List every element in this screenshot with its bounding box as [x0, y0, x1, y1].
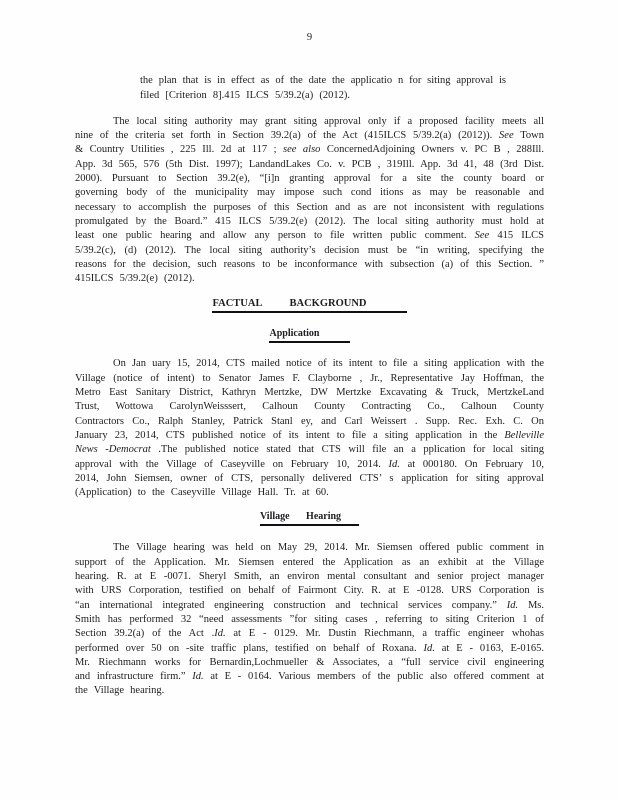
text-line: January 23, 2014, CTS published notice of its intent to file a siting application in the Belleville: [75, 429, 544, 441]
text-line: App. 3d 565, 576 (5th Dist. 1997); LandandLakes Co. v. PCB , 319Ill. App. 3d 41, 48 (3rd Dist.: [75, 158, 544, 170]
text-line: & Country Utilities , 225 Ill. 2d at 117 ; see also ConcernedAdjoining Owners v. PC B , 288Ill.: [75, 144, 544, 156]
text-line: approval with the Village of Caseyville on February 10, 2014. Id. at 000180. On February 10,: [75, 458, 544, 470]
text-line: and infrastructure firm.” Id. at E - 0164. Various members of the public also offered comment at: [75, 671, 544, 683]
text-line: Metro East Sanitary District, Kathryn Mertzke, DW Mertzke Excavating & Truck, MertzkeLand: [75, 387, 544, 399]
text-line: filed [Criterion 8].415 ILCS 5/39.2(a) (2012).: [140, 89, 350, 101]
text-line: nine of the criteria set forth in Section 39.2(a) of the Act (415ILCS 5/39.2(a) (2012)). See Town: [75, 130, 545, 142]
text-line: 2000). Pursuant to Section 39.2(e), “[i]n granting approval for a site the county board or: [75, 173, 544, 185]
text-line: reasons for the decision, such reasons to be inconformance with subsection (a) of this Section. ”: [75, 258, 544, 270]
section-heading-factual-background: [75, 297, 544, 313]
text-line: 415ILCS 5/39.2(e) (2012).: [75, 273, 195, 285]
text-line: Trust, Wottowa CarolynWeisssert, Calhoun County Contracting Co., Calhoun County: [75, 401, 544, 413]
section-heading-application-label: Application: [269, 328, 349, 343]
text-line: necessary to accomplish the purposes of this Section and as are not inconsistent with regulations: [75, 201, 544, 213]
text-line: the Village hearing.: [75, 685, 165, 697]
section-heading-factual-background-label: FACTUAL BACKGROUND: [212, 298, 406, 313]
page-number: 9: [306, 32, 313, 43]
text-line: The Village hearing was held on May 29, 2014. Mr. Siemsen offered public comment in: [113, 542, 544, 554]
text-line: On Jan uary 15, 2014, CTS mailed notice of its intent to file a siting application with the: [113, 358, 544, 370]
text-line: Village (notice of intent) to Senator James F. Clayborne , Jr., Representative Jay Hoffman, the: [75, 372, 544, 384]
text-line: with URS Corporation, testified on behalf of Fairmont City. R. at E -0128. URS Corporation is: [75, 585, 544, 597]
paragraph-siting-authority-law: [75, 115, 544, 287]
text-line: the plan that is in effect as of the date the applicatio n for siting approval is: [140, 75, 506, 87]
paragraph-village-hearing: [75, 541, 544, 698]
section-heading-village-hearing-label: Village Hearing: [260, 511, 359, 526]
text-line: promulgated by the Board.” 415 ILCS 5/39.2(e) (2012). The local siting authority must hold at: [75, 215, 544, 227]
text-line: Contractors Co., Ralph Stanley, Patrick Stanl ey, and Carl Weissert . Supp. Rec. Exh. C. On: [75, 415, 544, 427]
section-heading-village-hearing: [75, 510, 544, 526]
text-line: support of the Application. Mr. Siemsen entered the Application as an exhibit at the Village: [75, 556, 544, 568]
text-line: least one public hearing and allow any person to file written public comment. See 415 ILCS: [75, 230, 544, 242]
text-line: Mr. Riechmann works for Bernardin,Lochmueller & Associates, a “full service civil engineering: [75, 656, 544, 668]
text-line: Section 39.2(a) of the Act .Id. at E - 0129. Mr. Dustin Riechmann, a traffic engineer whohas: [75, 628, 545, 640]
section-heading-application: [75, 327, 544, 343]
paragraph-application: [75, 357, 544, 500]
text-line: (Application) to the Caseyville Village Hall. Tr. at 60.: [75, 487, 329, 499]
text-line: 5/39.2(c), (d) (2012). The local siting authority’s decision must be “in writing, specifying the: [75, 244, 544, 256]
block-quote-criterion-8: [140, 74, 506, 103]
text-line: Smith has performed 32 “need assessments ”for siting cases , referring to siting Criterion 1 of: [75, 613, 544, 625]
text-line: governing body of the municipality may impose such cond itions as may be reasonable and: [75, 187, 544, 199]
text-line: performed over 50 on -site traffic plans, testified on behalf of Roxana. Id. at E - 0163, E-0165.: [75, 642, 544, 654]
text-line: News -Democrat .The published notice stated that CTS will file an a pplication for local siting: [75, 444, 544, 456]
text-line: hearing. R. at E -0071. Sheryl Smith, an environ mental consultant and senior project manager: [75, 571, 544, 583]
text-line: The local siting authority may grant siting approval only if a proposed facility meets all: [113, 115, 544, 127]
text-line: 2014, John Siemsen, owner of CTS, personally delivered CTS’ s application for siting approval: [75, 472, 544, 484]
text-line: “an international integrated engineering construction and technical services company.” Id. Ms.: [75, 599, 544, 611]
